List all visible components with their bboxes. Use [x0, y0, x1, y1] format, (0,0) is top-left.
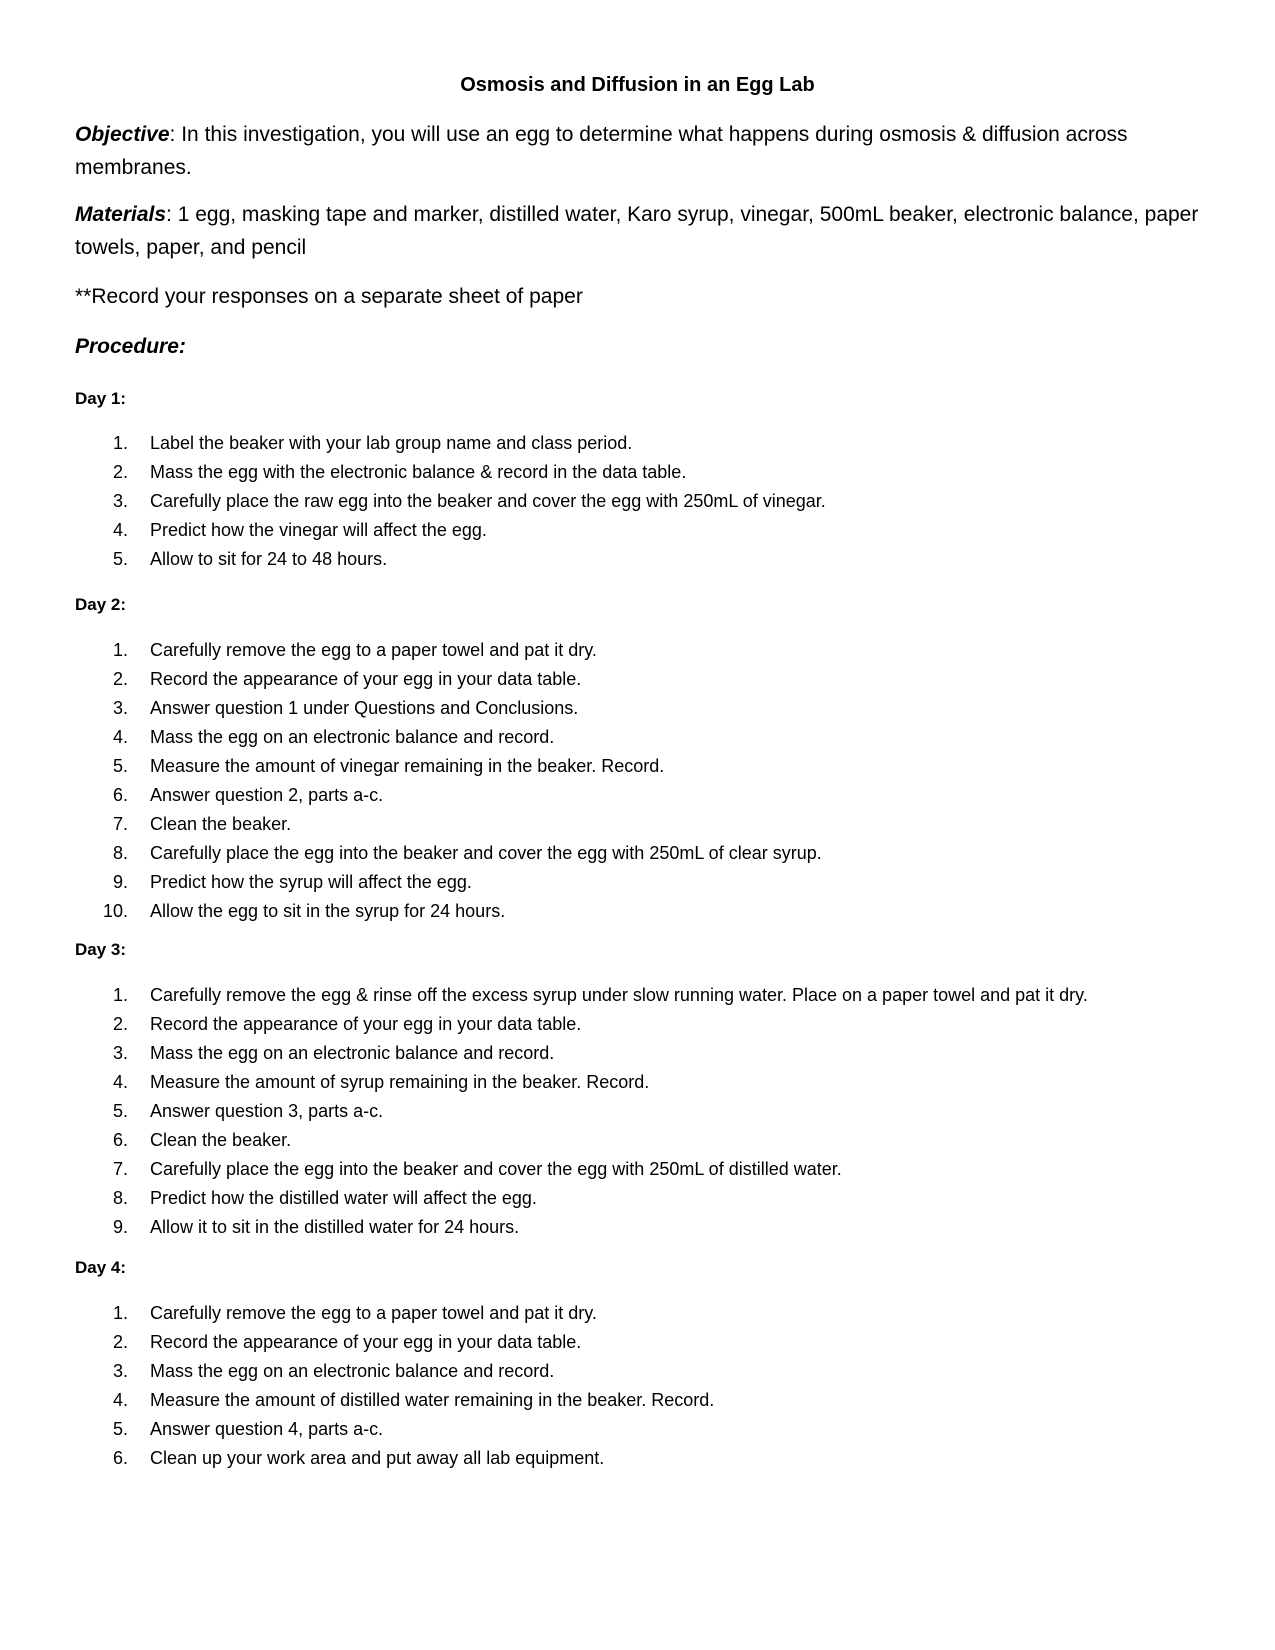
day-4-heading: Day 4: [75, 1258, 127, 1277]
step-number: 7. [112, 814, 128, 834]
step-number: 7. [112, 1159, 128, 1179]
step-number: 8. [112, 1188, 128, 1208]
step-text: Mass the egg on an electronic balance and record. [150, 1043, 555, 1063]
step-number: 9. [112, 1217, 128, 1237]
list-item [0, 1043, 1275, 1072]
step-number: 4. [112, 520, 128, 540]
step-text: Answer question 1 under Questions and Conclusions. [150, 698, 579, 718]
list-item [0, 1332, 1275, 1361]
step-number: 3. [112, 1361, 128, 1381]
step-text: Clean up your work area and put away all lab equipment. [150, 1448, 605, 1468]
step-text: Answer question 3, parts a-c. [150, 1101, 384, 1121]
step-text: Predict how the syrup will affect the egg. [150, 872, 472, 892]
step-number: 1. [112, 1303, 128, 1323]
step-text: Carefully remove the egg & rinse off the excess syrup under slow running water. Place on a paper towel and pat it dry. [150, 985, 1088, 1005]
day-2-heading: Day 2: [75, 595, 127, 614]
materials-paragraph [75, 198, 1205, 264]
step-text: Carefully place the raw egg into the beaker and cover the egg with 250mL of vinegar. [150, 491, 826, 511]
list-item [0, 669, 1275, 698]
list-item [0, 1217, 1275, 1246]
step-number: 8. [112, 843, 128, 863]
step-number: 3. [112, 1043, 128, 1063]
step-text: Clean the beaker. [150, 814, 292, 834]
objective-paragraph [75, 118, 1205, 184]
record-note: **Record your responses on a separate sheet of paper [75, 285, 583, 308]
step-number: 6. [112, 1130, 128, 1150]
step-number: 2. [112, 1332, 128, 1352]
document-title: Osmosis and Diffusion in an Egg Lab [460, 74, 815, 96]
day-1-steps [0, 433, 1275, 578]
list-item [0, 520, 1275, 549]
step-text: Carefully place the egg into the beaker and cover the egg with 250mL of distilled water. [150, 1159, 842, 1179]
step-number: 5. [112, 549, 128, 569]
list-item [0, 785, 1275, 814]
materials-label: Materials [75, 203, 167, 226]
step-text: Allow to sit for 24 to 48 hours. [150, 549, 388, 569]
step-text: Predict how the vinegar will affect the egg. [150, 520, 487, 540]
list-item [0, 1159, 1275, 1188]
step-number: 2. [112, 1014, 128, 1034]
step-text: Record the appearance of your egg in your data table. [150, 669, 582, 689]
list-item [0, 698, 1275, 727]
materials-text: : 1 egg, masking tape and marker, distilled water, Karo syrup, vinegar, 500mL beaker, electronic balance, paper towels, paper, and pencil [75, 203, 1199, 259]
list-item [0, 549, 1275, 578]
list-item [0, 1448, 1275, 1477]
step-text: Allow it to sit in the distilled water for 24 hours. [150, 1217, 520, 1237]
step-number: 9. [112, 872, 128, 892]
step-text: Answer question 4, parts a-c. [150, 1419, 384, 1439]
step-text: Measure the amount of syrup remaining in the beaker. Record. [150, 1072, 650, 1092]
list-item [0, 640, 1275, 669]
day-3-steps [0, 985, 1275, 1246]
step-text: Mass the egg on an electronic balance and record. [150, 1361, 555, 1381]
procedure-label: Procedure: [75, 335, 186, 358]
step-text: Record the appearance of your egg in your data table. [150, 1014, 582, 1034]
step-number: 1. [112, 433, 128, 453]
list-item [0, 872, 1275, 901]
step-number: 5. [112, 1419, 128, 1439]
list-item [0, 462, 1275, 491]
step-text: Mass the egg with the electronic balance & record in the data table. [150, 462, 687, 482]
day-1-heading: Day 1: [75, 389, 127, 408]
step-number: 5. [112, 756, 128, 776]
list-item [0, 1361, 1275, 1390]
list-item [0, 433, 1275, 462]
objective-text: : In this investigation, you will use an egg to determine what happens during osmosis & diffusion across membranes. [75, 123, 1128, 179]
step-number: 5. [112, 1101, 128, 1121]
step-text: Label the beaker with your lab group name and class period. [150, 433, 633, 453]
list-item [0, 727, 1275, 756]
step-text: Mass the egg on an electronic balance and record. [150, 727, 555, 747]
step-number: 2. [112, 669, 128, 689]
list-item [0, 1390, 1275, 1419]
list-item [0, 1303, 1275, 1332]
step-number: 4. [112, 727, 128, 747]
step-number: 10. [102, 901, 128, 921]
list-item [0, 1101, 1275, 1130]
list-item [0, 1419, 1275, 1448]
day-2-steps [0, 640, 1275, 930]
step-number: 3. [112, 491, 128, 511]
step-number: 6. [112, 1448, 128, 1468]
list-item [0, 1188, 1275, 1217]
list-item [0, 491, 1275, 520]
list-item [0, 756, 1275, 785]
step-text: Predict how the distilled water will affect the egg. [150, 1188, 537, 1208]
day-4-steps [0, 1303, 1275, 1477]
list-item [0, 985, 1275, 1014]
list-item [0, 1014, 1275, 1043]
step-text: Clean the beaker. [150, 1130, 292, 1150]
step-text: Carefully remove the egg to a paper towel and pat it dry. [150, 640, 597, 660]
step-text: Answer question 2, parts a-c. [150, 785, 384, 805]
step-number: 2. [112, 462, 128, 482]
step-number: 1. [112, 985, 128, 1005]
step-text: Allow the egg to sit in the syrup for 24 hours. [150, 901, 506, 921]
step-number: 4. [112, 1390, 128, 1410]
step-number: 4. [112, 1072, 128, 1092]
step-number: 3. [112, 698, 128, 718]
step-text: Record the appearance of your egg in your data table. [150, 1332, 582, 1352]
list-item [0, 814, 1275, 843]
step-number: 6. [112, 785, 128, 805]
day-3-heading: Day 3: [75, 940, 127, 959]
step-text: Carefully place the egg into the beaker and cover the egg with 250mL of clear syrup. [150, 843, 822, 863]
list-item [0, 1072, 1275, 1101]
step-number: 1. [112, 640, 128, 660]
step-text: Measure the amount of distilled water remaining in the beaker. Record. [150, 1390, 715, 1410]
list-item [0, 1130, 1275, 1159]
objective-label: Objective [75, 123, 170, 146]
step-text: Carefully remove the egg to a paper towel and pat it dry. [150, 1303, 597, 1323]
step-text: Measure the amount of vinegar remaining in the beaker. Record. [150, 756, 665, 776]
list-item [0, 901, 1275, 930]
list-item [0, 843, 1275, 872]
